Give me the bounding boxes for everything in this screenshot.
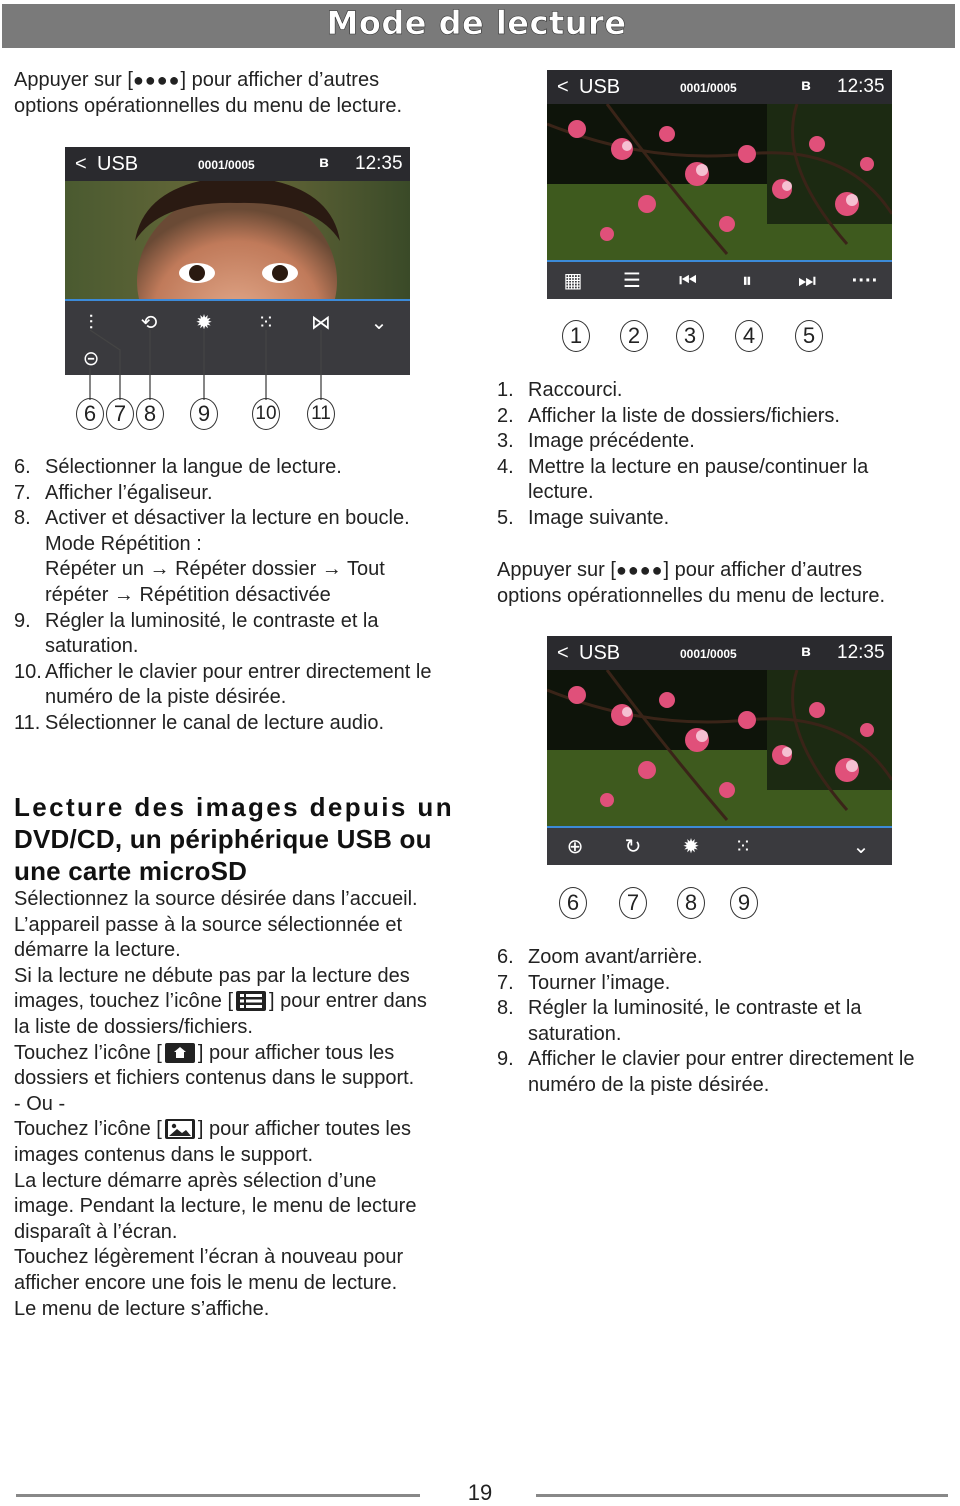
- photo-blossoms: [547, 670, 892, 826]
- back-icon[interactable]: <: [75, 153, 87, 175]
- callout-5: 5: [795, 320, 823, 352]
- list-item: 1. Raccourci.: [497, 379, 623, 401]
- back-icon[interactable]: <: [557, 76, 569, 98]
- audio-channel-icon[interactable]: ⋈: [311, 312, 331, 334]
- callout-6: 6: [76, 398, 104, 430]
- collapse-icon[interactable]: ⌄: [370, 312, 388, 334]
- callout-8: 8: [136, 398, 164, 430]
- more-dots-icon[interactable]: ····: [851, 270, 879, 292]
- clock: 12:35: [837, 76, 885, 97]
- list-item: 6. Zoom avant/arrière.: [497, 946, 703, 968]
- source-label: USB: [97, 153, 139, 175]
- page-number: 19: [467, 1480, 493, 1505]
- status-bar: [547, 636, 892, 670]
- list-item: 6. Sélectionner la langue de lecture.: [14, 456, 342, 478]
- callout-6: 6: [559, 887, 587, 919]
- keypad-icon[interactable]: ⁙: [734, 836, 752, 858]
- source-label: USB: [579, 642, 621, 664]
- list-item: 7. Tourner l’image.: [497, 971, 671, 994]
- callout-4: 4: [735, 320, 763, 352]
- clock: 12:35: [837, 642, 885, 663]
- subtitle-language-icon[interactable]: ⊝: [82, 348, 100, 370]
- callout-9: 9: [190, 398, 218, 430]
- intro-right: Appuyer sur [●●●●] pour afficher d’autres options opérationnelles du menu de lecture.: [497, 559, 886, 607]
- brightness-icon[interactable]: ✹: [682, 836, 700, 858]
- zoom-icon[interactable]: ⊕: [566, 836, 584, 858]
- list-item: 7. Afficher l’égaliseur.: [14, 481, 213, 504]
- repeat-icon[interactable]: ⟲: [140, 312, 158, 334]
- list-item: 10. Afficher le clavier pour entrer directement le numéro de la piste désirée.: [14, 660, 432, 709]
- image-icon: [165, 1119, 195, 1139]
- track-counter: 0001/0005: [680, 647, 737, 661]
- bluetooth-icon: ʙ: [319, 154, 329, 171]
- page-title: Mode de lecture: [326, 4, 627, 42]
- keypad-icon[interactable]: ⁙: [257, 312, 275, 334]
- photo-blossoms: [547, 104, 892, 260]
- next-icon[interactable]: ⏭: [798, 270, 816, 292]
- brightness-icon[interactable]: ✹: [195, 312, 213, 334]
- equalizer-icon[interactable]: ⫶: [88, 312, 94, 334]
- callout-2: 2: [620, 320, 648, 352]
- callout-9: 9: [730, 887, 758, 919]
- source-label: USB: [579, 76, 621, 98]
- callout-1: 1: [562, 320, 590, 352]
- back-icon[interactable]: <: [557, 642, 569, 664]
- status-bar: [547, 70, 892, 104]
- callout-7: 7: [619, 887, 647, 919]
- pause-icon[interactable]: ⏸: [742, 270, 752, 292]
- list-item: 8. Régler la luminosité, le contraste et la saturation.: [497, 997, 862, 1045]
- previous-icon[interactable]: ⏮: [679, 270, 697, 292]
- callout-leader-lines-video: [60, 330, 360, 402]
- list-icon[interactable]: ☰: [623, 270, 641, 292]
- callout-7: 7: [106, 398, 134, 430]
- callout-3: 3: [676, 320, 704, 352]
- list-video-options: [14, 455, 474, 737]
- bluetooth-icon: ʙ: [801, 643, 811, 660]
- list-photo-more-options: [497, 945, 952, 1099]
- section-title-images: Lecture des images depuis un DVD/CD, un périphérique USB ou une carte microSD: [14, 792, 454, 886]
- bluetooth-icon: ʙ: [801, 77, 811, 94]
- collapse-icon[interactable]: ⌄: [852, 836, 870, 858]
- home-folder-icon: [165, 1043, 195, 1063]
- callout-11: 11: [307, 398, 335, 430]
- list-item: 8. Activer et désactiver la lecture en boucle. Mode Répétition : Répéter un → Répéter dossier → Tout répéter → Répétition désactivée: [14, 507, 410, 606]
- video-frame-child: [65, 181, 410, 299]
- shortcut-icon[interactable]: ▦: [563, 270, 583, 292]
- callout-10: 10: [252, 398, 280, 430]
- list-item: 9. Afficher le clavier pour entrer directement le numéro de la piste désirée.: [497, 1048, 915, 1096]
- control-bar-photo-more: [547, 826, 892, 865]
- list-photo-options: [497, 378, 947, 532]
- list-item: 9. Régler la luminosité, le contraste et la saturation.: [14, 609, 379, 658]
- section-body-images: Sélectionnez la source désirée dans l’accueil. L’appareil passe à la source sélectionnée et démarre la lecture. Si la lecture ne débute pas par la lecture des images, touchez l’icône [ ] pour entrer dans la liste de dossiers/fichiers. Touchez l’icône [ ] pour afficher tous les dossiers et fichiers contenus dans le support. - Ou - Touchez l’icône [ ] pour afficher toutes les images contenus dans le support. La lecture démarre après sélection d’une image. Pendant la lecture, le menu de lecture disparaît à l’écran. Touchez légèrement l’écran à nouveau pour afficher encore une fois le menu de lecture. Le menu de lecture s’affiche.: [14, 888, 427, 1320]
- list-item: 4. Mettre la lecture en pause/continuer la lecture.: [497, 455, 869, 504]
- callout-8: 8: [677, 887, 705, 919]
- control-bar-photo: [547, 260, 892, 299]
- more-dots-icon: ●●●●: [615, 560, 664, 580]
- list-item: 5. Image suivante.: [497, 506, 670, 529]
- screen-photo-playback: [547, 70, 892, 299]
- list-item: 11. Sélectionner le canal de lecture audio.: [14, 711, 385, 734]
- track-counter: 0001/0005: [198, 158, 255, 172]
- track-counter: 0001/0005: [680, 81, 737, 95]
- intro-top-left: Appuyer sur [●●●●] pour afficher d’autres options opérationnelles du menu de lecture.: [14, 69, 403, 117]
- status-bar: [65, 147, 410, 181]
- more-dots-icon: ●●●●: [132, 70, 181, 90]
- screen-photo-more-options: [547, 636, 892, 865]
- list-icon: [236, 991, 266, 1011]
- list-item: 2. Afficher la liste de dossiers/fichiers.: [497, 404, 840, 427]
- rotate-icon[interactable]: ↻: [624, 836, 642, 858]
- clock: 12:35: [355, 153, 403, 174]
- list-item: 3. Image précédente.: [497, 430, 695, 453]
